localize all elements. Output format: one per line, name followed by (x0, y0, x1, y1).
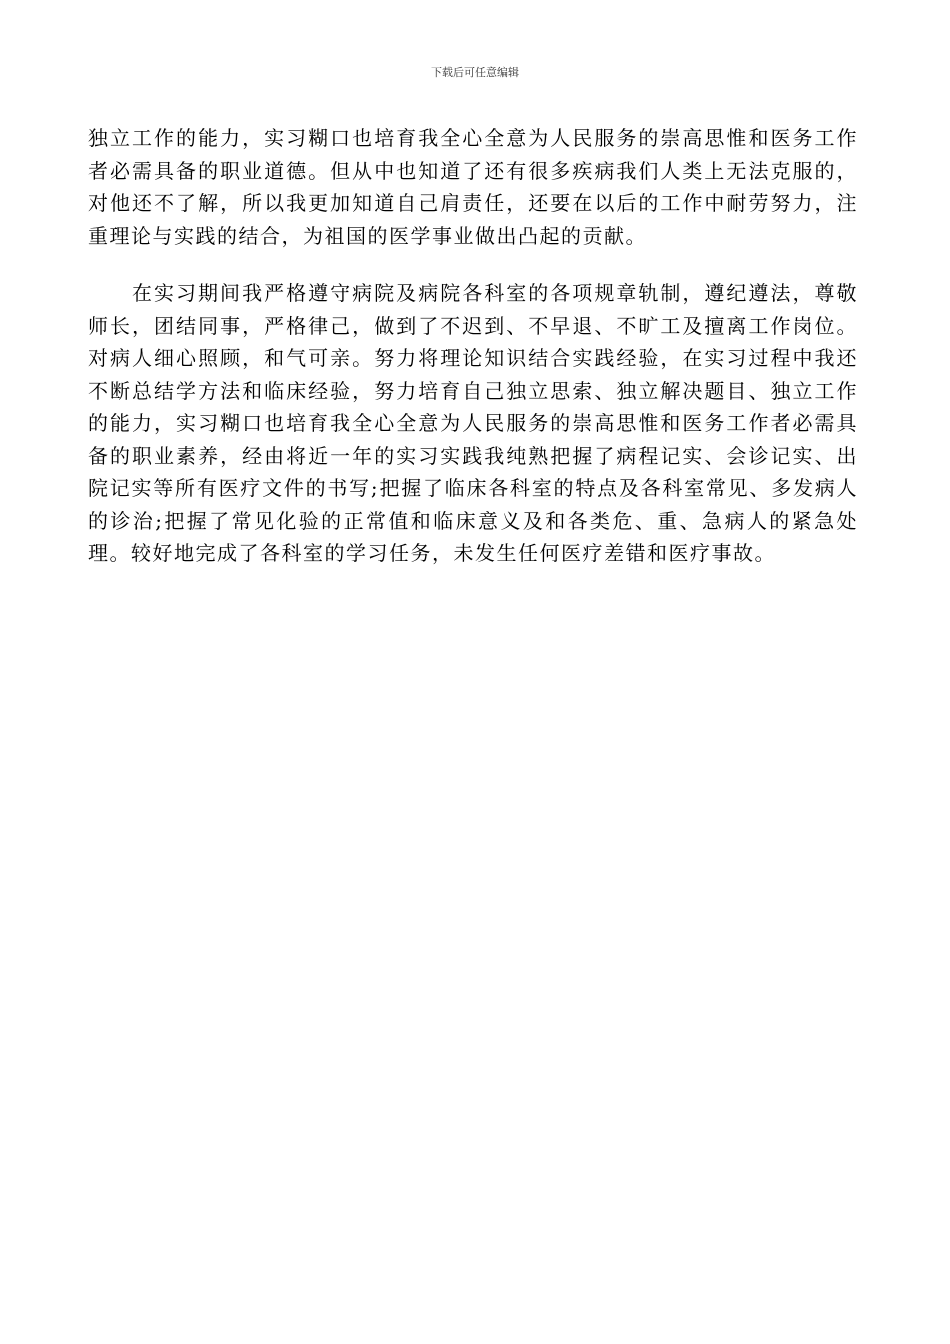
page-header: 下载后可任意编辑 (431, 66, 519, 79)
paragraph-1: 独立工作的能力，实习糊口也培育我全心全意为人民服务的崇高思惟和医务工作者必需具备的职业道德。但从中也知道了还有很多疾病我们人类上无法克服的，对他还不了解，所以我更加知道自己肩责任，还要在以后的工作中耐劳努力，注重理论与实践的结合，为祖国的医学事业做出凸起的贡献。 (88, 126, 858, 248)
document-body (88, 122, 858, 570)
paragraph-2: 在实习期间我严格遵守病院及病院各科室的各项规章轨制，遵纪遵法，尊敬师长，团结同事，严格律己，做到了不迟到、不早退、不旷工及擅离工作岗位。对病人细心照顾，和气可亲。努力将理论知识结合实践经验，在实习过程中我还不断总结学方法和临床经验，努力培育自己独立思索、独立解决题目、独立工作的能力，实习糊口也培育我全心全意为人民服务的崇高思惟和医务工作者必需具备的职业素养，经由将近一年的实习实践我纯熟把握了病程记实、会诊记实、出院记实等所有医疗文件的书写;把握了临床各科室的特点及各科室常见、多发病人的诊治;把握了常见化验的正常值和临床意义及和各类危、重、急病人的紧急处理。较好地完成了各科室的学习任务，未发生任何医疗差错和医疗事故。 (88, 281, 858, 565)
